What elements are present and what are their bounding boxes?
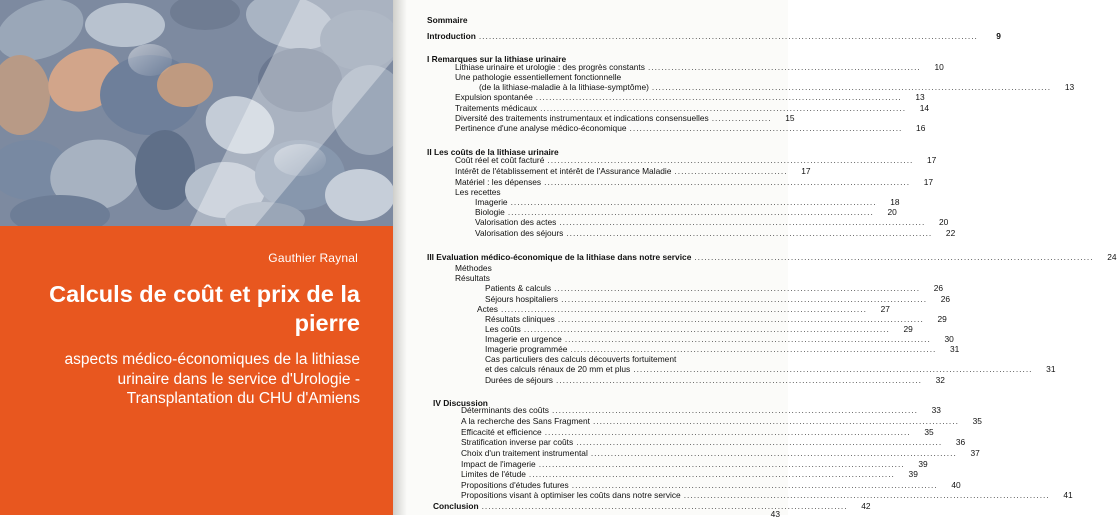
- toc-entry[interactable]: [485, 294, 951, 304]
- toc-entry-page: 39: [908, 469, 918, 479]
- toc-dot-leader: ..............................................................................................................: [528, 469, 895, 479]
- toc-entry[interactable]: [485, 344, 960, 354]
- toc-entry[interactable]: [455, 103, 930, 113]
- toc-entry-label: Résultats cliniques: [485, 314, 555, 324]
- toc-entry-label: Diversité des traitements instrumentaux et indications consensuelles: [455, 113, 709, 123]
- toc-entry[interactable]: [455, 92, 925, 102]
- toc-entry-label: Introduction: [427, 31, 476, 41]
- toc-entry[interactable]: [479, 82, 1075, 92]
- toc-entry-label-line2: et des calculs rénaux de 20 mm et plus: [485, 364, 631, 374]
- toc-entry[interactable]: [485, 283, 944, 293]
- toc-dot-leader: ..............................................................................................................: [544, 177, 911, 187]
- toc-entry[interactable]: [461, 480, 961, 490]
- toc-dot-leader: ........................................................................................................................: [694, 252, 1094, 262]
- toc-entry-label: Lithiase urinaire et urologie : des progrès constants: [455, 62, 645, 72]
- book-cover: [0, 0, 393, 515]
- toc-section-title: II Les coûts de la lithiase urinaire: [427, 147, 559, 157]
- toc-dot-leader: ........................................................................................................................: [651, 82, 1052, 92]
- toc-section-title-row[interactable]: [427, 252, 1117, 262]
- toc-entry-label: Imagerie: [475, 197, 508, 207]
- toc-entry-page: 40: [951, 480, 961, 490]
- toc-entry[interactable]: [461, 448, 980, 458]
- toc-entry[interactable]: [455, 123, 926, 133]
- toc-entry-page: 33: [931, 405, 941, 415]
- toc-entry-page: 15: [785, 113, 795, 123]
- toc-entry-page: 31: [950, 344, 960, 354]
- toc-entry-page: 10: [934, 62, 944, 72]
- toc-entry-page: 22: [945, 228, 956, 238]
- toc-dot-leader: ..............................................................................................................: [554, 283, 921, 293]
- toc-dot-leader: ........................................................................................................................: [633, 364, 1033, 374]
- toc-entry[interactable]: [475, 207, 897, 217]
- toc-entry-page: 43: [770, 509, 780, 519]
- toc-entry-label: Limites de l'étude: [461, 469, 526, 479]
- toc-entry-label: Intérêt de l'établissement et intérêt de l'Assurance Maladie: [455, 166, 672, 176]
- toc-heading: Sommaire: [427, 15, 468, 25]
- toc-dot-leader: ..............................................................................................................: [481, 501, 848, 511]
- toc-dot-leader: ..................................: [674, 166, 788, 176]
- toc-dot-leader: ..............................................................................................................: [566, 228, 933, 238]
- toc-entry-label: A la recherche des Sans Fragment: [461, 416, 590, 426]
- toc-entry-page: 17: [801, 166, 811, 176]
- toc-entry[interactable]: [475, 217, 949, 227]
- toc-entry-page: 37: [970, 448, 980, 458]
- toc-dot-leader: ..................: [711, 113, 772, 123]
- toc-entry-page: 14: [919, 103, 930, 113]
- toc-entry-label: Actes: [477, 304, 498, 314]
- toc-dot-leader: ..............................................................................................................: [500, 304, 867, 314]
- toc-dot-leader: ..............................................................................................................: [507, 207, 874, 217]
- toc-entry-label-line2: (de la lithiase-maladie à la lithiase-symptôme): [479, 82, 649, 92]
- toc-entry-page: 17: [927, 155, 937, 165]
- toc-section-title: IV Discussion: [433, 398, 488, 408]
- toc-entry-label: Expulsion spontanée: [455, 92, 533, 102]
- toc-entry-page: 39: [918, 459, 928, 469]
- toc-entry[interactable]: [475, 197, 900, 207]
- toc-entry-label: Les recettes: [455, 187, 501, 197]
- toc-entry-label: Une pathologie essentiellement fonctionnelle: [455, 72, 622, 82]
- toc-entry-label: Matériel : les dépenses: [455, 177, 542, 187]
- toc-entry-label: Coût réel et coût facturé: [455, 155, 545, 165]
- toc-entry-label: Biologie: [475, 207, 505, 217]
- toc-entry-page: 29: [937, 314, 947, 324]
- toc-entry[interactable]: [485, 324, 913, 334]
- toc-dot-leader: ..............................................................................................................: [592, 416, 959, 426]
- toc-entry[interactable]: [475, 228, 956, 238]
- page-gutter-shadow: [393, 0, 407, 515]
- toc-dot-leader: ..............................................................................................................: [510, 197, 877, 207]
- toc-entry-page: 41: [1063, 490, 1073, 500]
- toc-entry-page: 32: [935, 375, 945, 385]
- book-subtitle: aspects médico-économiques de la lithiase urinaire dans le service d'Urologie - Transplantation du CHU d'Amiens: [64, 351, 360, 408]
- toc-entry[interactable]: [455, 155, 937, 165]
- table-of-contents-page: [393, 0, 1117, 519]
- toc-entry-label: Résultats: [455, 273, 490, 283]
- toc-entry-page: 16: [916, 123, 926, 133]
- toc-entry-label: Conclusion: [433, 501, 479, 511]
- toc-dot-leader: ..................................................................................: [647, 62, 921, 72]
- toc-entry-label: Durées de séjours: [485, 375, 553, 385]
- toc-entry-page: 31: [1046, 364, 1056, 374]
- toc-section-title: I Remarques sur la lithiase urinaire: [427, 54, 567, 64]
- toc-dot-leader: ..............................................................................................................: [559, 217, 926, 227]
- toc-entry-page: 20: [938, 217, 949, 227]
- toc-dot-leader: ..............................................................................................................: [564, 334, 931, 344]
- pebbles-image: [0, 0, 393, 226]
- toc-entry-label: Déterminants des coûts: [461, 405, 549, 415]
- toc-entry[interactable]: [461, 405, 941, 415]
- toc-entry-label: Choix d'un traitement instrumental: [461, 448, 588, 458]
- toc-entry-page: 35: [972, 416, 982, 426]
- toc-entry[interactable]: [485, 314, 947, 324]
- toc-entry-label: Valorisation des actes: [475, 217, 557, 227]
- toc-entry-label: Imagerie en urgence: [485, 334, 562, 344]
- toc-entry-page: 26: [933, 283, 944, 293]
- toc-entry[interactable]: [455, 113, 795, 123]
- toc-entry[interactable]: [461, 469, 918, 479]
- toc-entry[interactable]: [461, 437, 966, 447]
- toc-entry-page: 17: [923, 177, 934, 187]
- toc-section-title: III Evaluation médico-économique de la lithiase dans notre service: [427, 252, 692, 262]
- toc-entry-page: 29: [903, 324, 913, 334]
- toc-dot-leader: ..............................................................................................................: [544, 427, 911, 437]
- toc-entry-label: Les coûts: [485, 324, 521, 334]
- toc-dot-leader: ..............................................................................................................: [561, 294, 928, 304]
- toc-entry-label: Patients & calculs: [485, 283, 552, 293]
- toc-dot-leader: ..............................................................................................................: [570, 344, 937, 354]
- toc-dot-leader: ..............................................................................................................: [547, 155, 914, 165]
- toc-entry-page: 13: [1064, 82, 1075, 92]
- toc-dot-leader: ..............................................................................................................: [576, 437, 943, 447]
- toc-entry[interactable]: [461, 416, 982, 426]
- toc-entry-label: Stratification inverse par coûts: [461, 437, 574, 447]
- toc-entry-introduction[interactable]: [427, 31, 1001, 41]
- toc-dot-leader: ......................................................................................................................................................: [478, 31, 978, 41]
- toc-entry-label: Impact de l'imagerie: [461, 459, 536, 469]
- toc-entry-page: 26: [940, 294, 951, 304]
- toc-entry-label: Valorisation des séjours: [475, 228, 564, 238]
- toc-entry-page: 18: [890, 197, 900, 207]
- toc-entry-label: Propositions visant à optimiser les coûts dans notre service: [461, 490, 681, 500]
- toc-dot-leader: ..............................................................................................................: [571, 480, 938, 490]
- toc-entry-page: 35: [924, 427, 934, 437]
- toc-entry-page: 30: [944, 334, 954, 344]
- toc-entry-label: Méthodes: [455, 263, 492, 273]
- toc-entry-page: 36: [955, 437, 966, 447]
- toc-dot-leader: ..............................................................................................................: [683, 490, 1050, 500]
- toc-entry-page: 42: [861, 501, 871, 511]
- book-title: Calculs de coût et prix de la pierre: [49, 281, 360, 336]
- toc-entry[interactable]: [455, 177, 934, 187]
- toc-entry-label: Traitements médicaux: [455, 103, 538, 113]
- toc-entry-label: Pertinence d'une analyse médico-économique: [455, 123, 627, 133]
- toc-entry-page: 27: [880, 304, 890, 314]
- toc-entry[interactable]: [461, 459, 928, 469]
- toc-dot-leader: ..............................................................................................................: [590, 448, 957, 458]
- toc-dot-leader: ..............................................................................................................: [540, 103, 907, 113]
- toc-entry[interactable]: [461, 490, 1073, 500]
- toc-dot-leader: ..................................................................................: [629, 123, 903, 133]
- toc-dot-leader: ..............................................................................................................: [535, 92, 902, 102]
- toc-entry-label: Propositions d'études futures: [461, 480, 569, 490]
- toc-dot-leader: ..............................................................................................................: [523, 324, 890, 334]
- toc-entry-page: 24: [1107, 252, 1117, 262]
- toc-dot-leader: ..............................................................................................................: [551, 405, 918, 415]
- toc-entry-page: 13: [915, 92, 925, 102]
- toc-entry[interactable]: [485, 334, 954, 344]
- toc-entry-conclusion[interactable]: [433, 501, 871, 511]
- toc-entry[interactable]: [485, 364, 1056, 374]
- toc-entry-label: Cas particuliers des calculs découverts fortuitement: [485, 354, 677, 364]
- cover-title-band: [0, 226, 393, 515]
- toc-entry[interactable]: [461, 427, 934, 437]
- toc-entry-label: Séjours hospitaliers: [485, 294, 559, 304]
- author-name: Gauthier Raynal: [268, 251, 358, 265]
- toc-entry-label: Efficacité et efficience: [461, 427, 542, 437]
- toc-entry[interactable]: [477, 304, 890, 314]
- toc-dot-leader: ..............................................................................................................: [555, 375, 922, 385]
- toc-entry[interactable]: [455, 166, 811, 176]
- toc-entry-label: Imagerie programmée: [485, 344, 568, 354]
- toc-entry-page: 9: [996, 31, 1001, 41]
- pebbles-photo: [0, 0, 393, 226]
- toc-dot-leader: ..............................................................................................................: [557, 314, 924, 324]
- toc-entry[interactable]: [455, 62, 944, 72]
- toc-entry-page: 20: [887, 207, 897, 217]
- toc-entry[interactable]: [485, 375, 945, 385]
- toc-dot-leader: ..............................................................................................................: [538, 459, 905, 469]
